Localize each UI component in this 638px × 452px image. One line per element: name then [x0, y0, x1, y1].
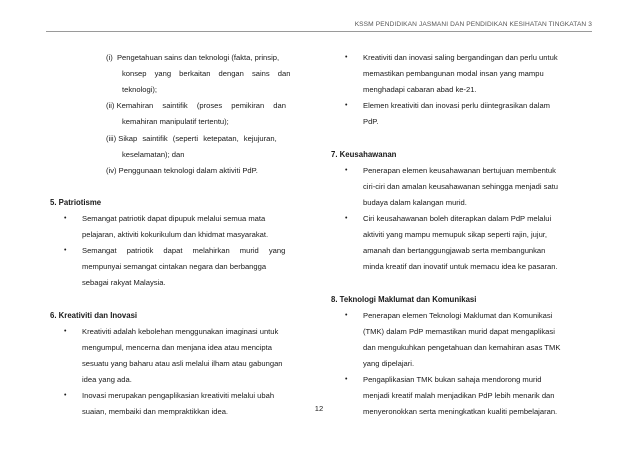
bullet-line: (TMK) dalam PdP memastikan murid dapat mengaplikasi: [363, 326, 555, 336]
bullet-line: Pengaplikasian TMK bukan sahaja mendorong murid: [363, 374, 542, 384]
bullet-line: aktiviti yang mampu memupuk sikap seperti rajin, jujur,: [363, 230, 548, 240]
bullet-line: menjadi kreatif malah menjadikan PdP lebih menarik dan: [363, 391, 555, 401]
bullet-icon: •: [64, 247, 67, 255]
bullet-line: suaian, membaiki dan mempraktikkan idea.: [82, 407, 229, 417]
bullet-line: minda kreatif dan inovatif untuk memacu idea ke pasaran.: [363, 262, 558, 272]
bullet-item: [50, 211, 312, 243]
bullet-line: menghadapi cabaran abad ke-21.: [363, 85, 477, 95]
bullet-icon: •: [345, 311, 348, 319]
sub-item-line: keselamatan); dan: [122, 149, 185, 159]
sub-item-line: teknologi);: [122, 85, 158, 95]
bullet-line: Kreativiti adalah kebolehan menggunakan imaginasi untuk: [82, 326, 279, 336]
bullet-line: memastikan pembangunan modal insan yang mampu: [363, 69, 544, 79]
bullet-item: [331, 98, 593, 130]
running-header: KSSM PENDIDIKAN JASMANI DAN PENDIDIKAN KESIHATAN TINGKATAN 3: [354, 21, 592, 28]
bullet-line: amanah dan bertanggungjawab serta membangunkan: [363, 246, 546, 256]
bullet-icon: •: [345, 54, 348, 62]
sub-item-line: konsep yang berkaitan dengan sains dan: [122, 69, 291, 79]
bullet-line: ciri-ciri dan amalan keusahawanan sehingga menjadi satu: [363, 181, 559, 191]
sub-item-line: kemahiran manipulatif tertentu);: [122, 117, 229, 127]
sub-item-line: (ii) Kemahiran saintifik (proses pemikiran dan: [106, 101, 286, 111]
bullet-icon: •: [345, 375, 348, 383]
bullet-line: pelajaran, aktiviti kokurikulum dan khidmat masyarakat.: [82, 230, 269, 240]
bullet-line: Ciri keusahawanan boleh diterapkan dalam PdP melalui: [363, 214, 552, 224]
sub-item-line: (i) Pengetahuan sains dan teknologi (fakta, prinsip,: [106, 53, 280, 63]
bullet-line: idea yang ada.: [82, 374, 132, 384]
bullet-line: mengumpul, mencerna dan menjana idea atau mencipta: [82, 342, 272, 352]
page-number: 12: [314, 404, 324, 413]
bullet-line: yang dipelajari.: [363, 358, 415, 368]
bullet-icon: •: [64, 327, 67, 335]
bullet-icon: •: [345, 215, 348, 223]
section-heading: 8. Teknologi Maklumat dan Komunikasi: [331, 294, 477, 304]
sub-item-line: (iii) Sikap saintifik (seperti ketepatan, kejujuran,: [106, 133, 277, 143]
left-column: [50, 34, 312, 420]
bullet-icon: •: [345, 102, 348, 110]
bullet-line: mempunyai semangat cintakan negara dan berbangga: [82, 262, 267, 272]
sub-item-line: (iv) Penggunaan teknologi dalam aktiviti PdP.: [106, 165, 258, 175]
bullet-item: [331, 372, 593, 420]
bullet-line: PdP.: [363, 117, 379, 127]
bullet-line: dan mengukuhkan pengetahuan dan kemahiran asas TMK: [363, 342, 561, 352]
bullet-item: [50, 324, 312, 388]
bullet-item: [50, 243, 312, 291]
bullet-line: Elemen kreativiti dan inovasi perlu diintegrasikan dalam: [363, 101, 550, 111]
section-heading: 7. Keusahawanan: [331, 149, 397, 159]
header-rule: [46, 31, 592, 32]
bullet-line: sesuatu yang baharu atau asli melalui ilham atau gabungan: [82, 358, 283, 368]
sub-item-list: [50, 50, 312, 179]
bullet-item: [331, 163, 593, 211]
bullet-line: Kreativiti dan inovasi saling bergandingan dan perlu untuk: [363, 53, 558, 63]
bullet-icon: •: [64, 215, 67, 223]
bullet-line: Penerapan elemen keusahawanan bertujuan membentuk: [363, 165, 556, 175]
bullet-line: sebagai rakyat Malaysia.: [82, 278, 166, 288]
bullet-line: budaya dalam kalangan murid.: [363, 197, 467, 207]
section-heading: 6. Kreativiti dan Inovasi: [50, 310, 138, 320]
section-heading: 5. Patriotisme: [50, 197, 102, 207]
right-column: [331, 34, 593, 420]
bullet-line: Semangat patriotik dapat melahirkan murid yang: [82, 246, 286, 256]
bullet-line: menyeronokkan serta meningkatkan kualiti pembelajaran.: [363, 407, 558, 417]
bullet-line: Penerapan elemen Teknologi Maklumat dan Komunikasi: [363, 310, 553, 320]
bullet-item: [331, 308, 593, 372]
bullet-line: Semangat patriotik dapat dipupuk melalui semua mata: [82, 214, 266, 224]
bullet-icon: •: [345, 166, 348, 174]
bullet-icon: •: [64, 392, 67, 400]
bullet-item: [331, 50, 593, 98]
bullet-line: Inovasi merupakan pengaplikasian kreativiti melalui ubah: [82, 391, 275, 401]
bullet-item: [331, 211, 593, 275]
